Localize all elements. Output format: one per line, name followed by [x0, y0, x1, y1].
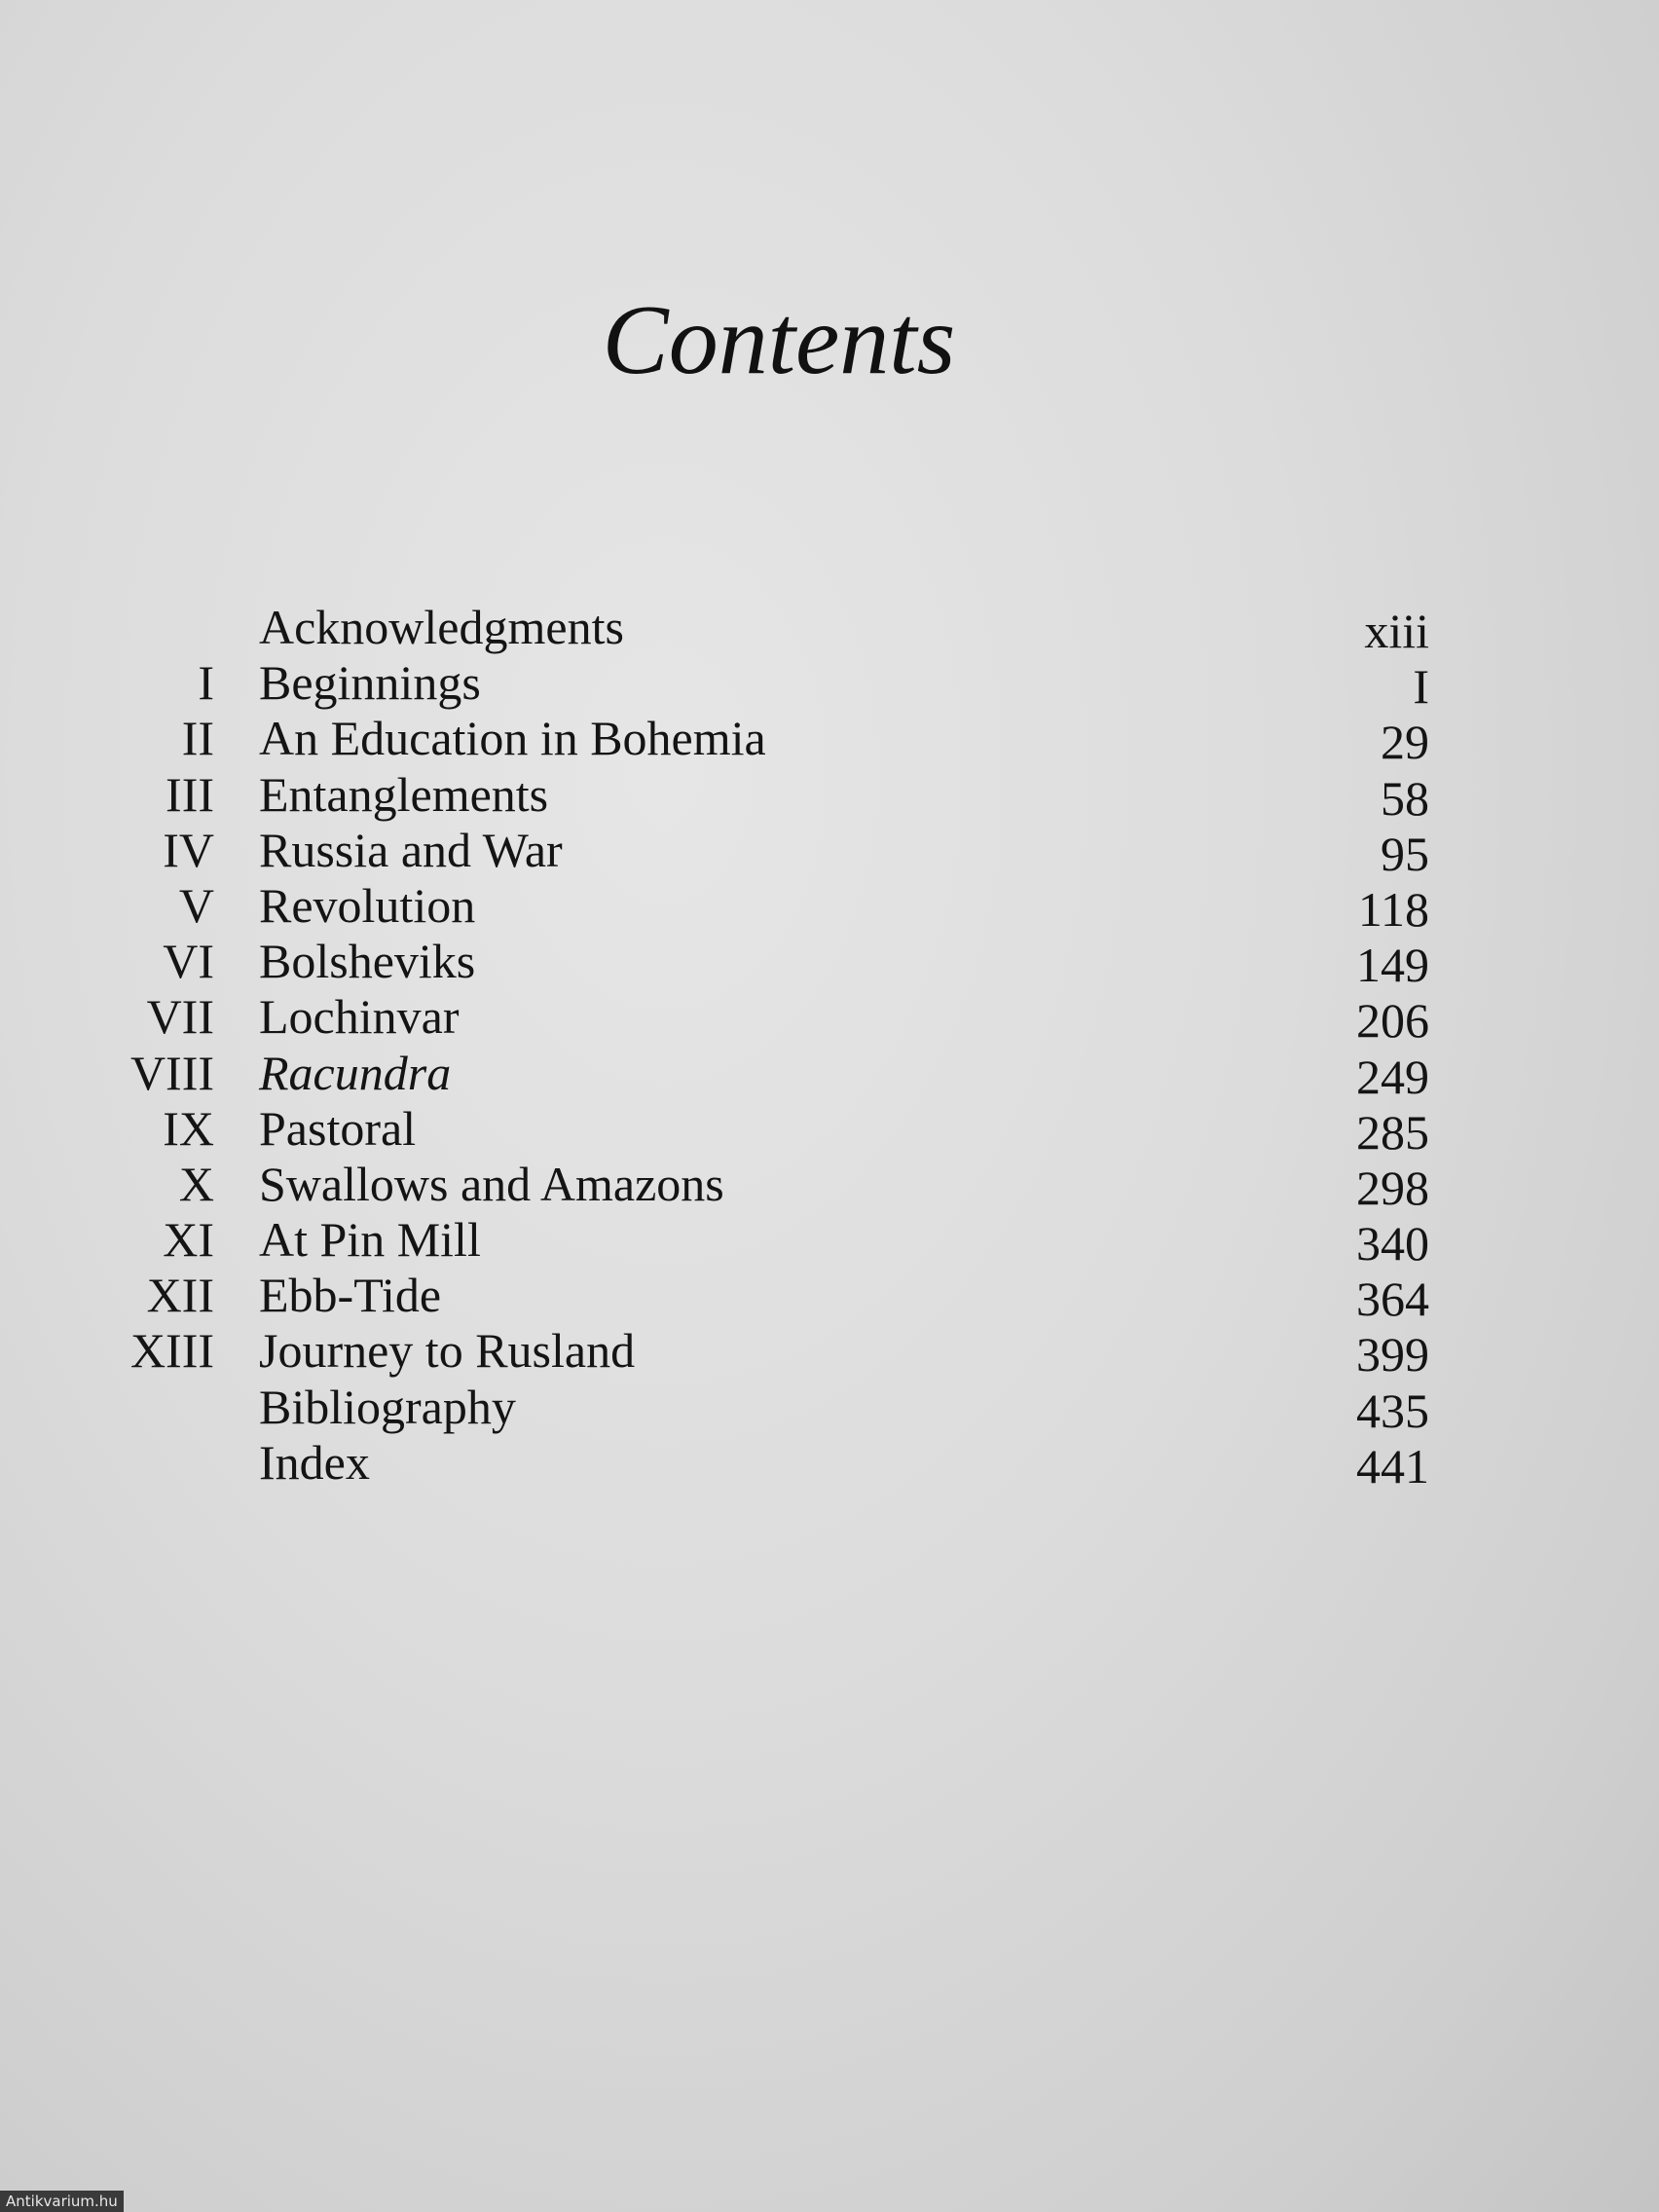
chapter-title: Ebb-Tide — [259, 1268, 442, 1323]
page-number: 399 — [1356, 1327, 1429, 1382]
chapter-title: Journey to Rusland — [259, 1323, 636, 1379]
page-title: Contents — [602, 285, 956, 395]
toc-entry — [0, 600, 1659, 658]
toc-entry — [0, 711, 1659, 770]
chapter-number: III — [166, 766, 214, 822]
chapter-number: XI — [163, 1212, 214, 1268]
chapter-number: V — [178, 877, 214, 933]
page-number: 441 — [1356, 1438, 1429, 1493]
table-of-contents — [0, 600, 1659, 1491]
toc-entry — [0, 1212, 1659, 1272]
chapter-title: Beginnings — [259, 655, 481, 711]
toc-entry — [0, 934, 1659, 993]
chapter-title: An Education in Bohemia — [259, 711, 766, 766]
page-number: 29 — [1381, 715, 1429, 770]
page-number: 364 — [1356, 1272, 1429, 1327]
chapter-title: Entanglements — [259, 766, 549, 822]
page-number: 149 — [1356, 938, 1429, 993]
chapter-title: At Pin Mill — [259, 1212, 481, 1268]
toc-entry — [0, 1435, 1659, 1491]
page-number: 285 — [1356, 1104, 1429, 1160]
chapter-number: XII — [146, 1268, 214, 1323]
chapter-title: Lochinvar — [259, 989, 460, 1045]
chapter-title: Index — [259, 1434, 370, 1490]
toc-entry — [0, 655, 1659, 715]
toc-entry — [0, 822, 1659, 881]
chapter-number: VI — [163, 934, 214, 989]
chapter-title: Revolution — [259, 877, 476, 933]
page-number: 58 — [1381, 770, 1429, 826]
watermark-label: Antikvarium.hu — [0, 2191, 124, 2212]
page-number: 95 — [1381, 826, 1429, 881]
toc-entry — [0, 766, 1659, 826]
chapter-number: II — [181, 711, 214, 766]
chapter-number: XIII — [129, 1323, 214, 1379]
chapter-number: I — [198, 655, 214, 711]
toc-entry — [0, 1100, 1659, 1160]
chapter-number: IV — [163, 822, 214, 877]
toc-entry — [0, 989, 1659, 1049]
toc-entry — [0, 1156, 1659, 1215]
chapter-title: Pastoral — [259, 1100, 417, 1156]
chapter-number: VII — [146, 989, 214, 1045]
toc-entry — [0, 1268, 1659, 1327]
page-number: I — [1413, 659, 1429, 715]
toc-entry — [0, 877, 1659, 937]
chapter-title: Swallows and Amazons — [259, 1156, 724, 1211]
page-number: xiii — [1364, 604, 1429, 658]
page-number: 118 — [1357, 881, 1429, 937]
page-number: 206 — [1356, 993, 1429, 1049]
toc-entry — [0, 1323, 1659, 1382]
chapter-title: Bolsheviks — [259, 934, 476, 989]
toc-entry — [0, 1045, 1659, 1104]
page-number: 249 — [1356, 1049, 1429, 1104]
page-number: 340 — [1356, 1216, 1429, 1272]
chapter-number: X — [178, 1156, 214, 1211]
chapter-title: Racundra — [259, 1045, 452, 1100]
page-number: 435 — [1356, 1382, 1429, 1438]
chapter-title: Acknowledgments — [259, 600, 624, 654]
chapter-number: VIII — [129, 1045, 214, 1100]
chapter-title: Bibliography — [259, 1379, 516, 1434]
chapter-number: IX — [163, 1100, 214, 1156]
toc-entry — [0, 1379, 1659, 1438]
chapter-title: Russia and War — [259, 822, 563, 877]
page-number: 298 — [1356, 1160, 1429, 1215]
